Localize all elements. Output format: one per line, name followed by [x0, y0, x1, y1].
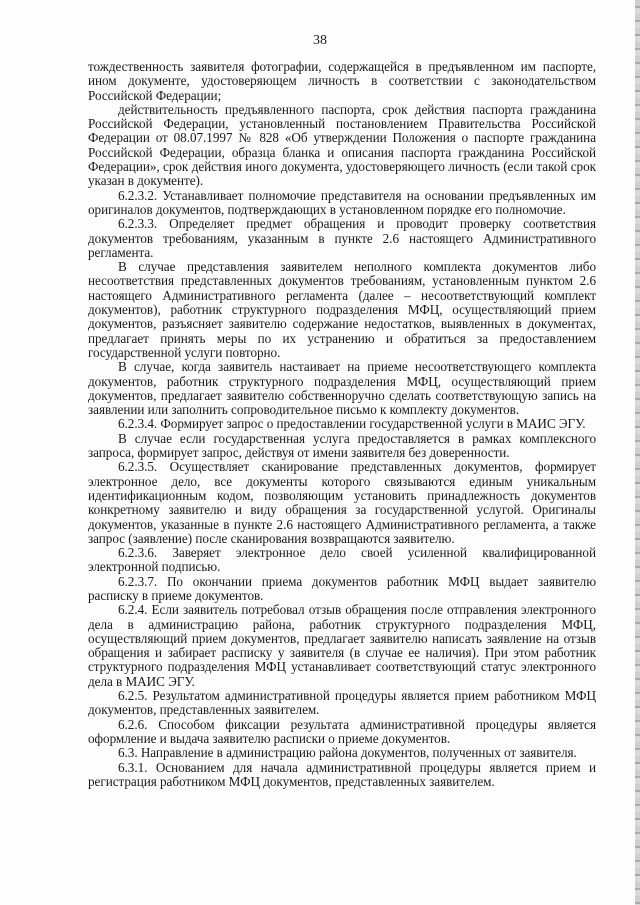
paragraph: 6.2.3.2. Устанавливает полномочие представителя на основании предъявленных им оригиналов документов, подтверждающих в установленном порядке его полномочие.	[88, 187, 596, 217]
paragraph: 6.2.4. Если заявитель потребовал отзыв обращения после отправления электронного дела в администрацию района, работник структурного подразделения МФЦ, осуществляющий прием документов, предлагает заявителю написать заявление на отзыв обращения и забирает расписку у заявителя (в случае ее наличия). При этом работник структурного подразделения МФЦ устанавливает соответствующий статус электронного дела в МАИС ЭГУ.	[88, 602, 596, 689]
paragraph: В случае если государственная услуга предоставляется в рамках комплексного запроса, формирует запрос, действуя от имени заявителя без доверенности.	[88, 430, 596, 461]
page-number: 38	[313, 33, 327, 48]
paragraph: 6.2.5. Результатом административной процедуры является прием работником МФЦ документов, представленных заявителем.	[88, 688, 596, 718]
paragraph: тождественность заявителя фотографии, содержащейся в предъявленном им паспорте, ином документе, удостоверяющем личность в соответствии с законодательством Российской Федерации;	[88, 59, 596, 103]
paragraph: В случае, когда заявитель настаивает на приеме несоответствующего комплекта документов, работник структурного подразделения МФЦ, осуществляющий прием документов, предлагает заявителю собственноручно сделать соответствующую запись на заявлении или заполнить сопроводительное письмо к комплекту документов.	[88, 359, 596, 418]
paragraph: 6.2.3.6. Заверяет электронное дело своей усиленной квалифицированной электронной подписью.	[88, 545, 596, 575]
paragraph: 6.2.3.5. Осуществляет сканирование представленных документов, формирует электронное дело, все документы которого связываются единым уникальным идентификационным кодом, позволяющим установить принадлежность документов конкретному заявителю и виду обращения за государственной услугой. Оригиналы документов, указанные в пункте 2.6 настоящего Административного регламента, а также запрос (заявление) после сканирования возвращаются заявителю.	[88, 459, 596, 546]
document-body	[88, 60, 596, 789]
paragraph: 6.3.1. Основанием для начала административной процедуры является прием и регистрация работником МФЦ документов, представленных заявителем.	[88, 759, 596, 789]
paragraph: действительность предъявленного паспорта, срок действия паспорта гражданина Российской Федерации, установленный постановлением Правительства Российской Федерации от 08.07.1997 № 828 «Об утверждении Положения о паспорте гражданина Российской Федерации, образца бланка и описания паспорта гражданина Российской Федерации», срок действия иного документа, удостоверяющего личность (если такой срок указан в документе).	[88, 101, 596, 189]
paragraph: 6.2.6. Способом фиксации результата административной процедуры является оформление и выдача заявителю расписки о приеме документов.	[88, 716, 596, 746]
paragraph: 6.2.3.7. По окончании приема документов работник МФЦ выдает заявителю расписку в приеме документов.	[88, 573, 596, 603]
page-edge	[635, 0, 640, 905]
paragraph: 6.2.3.3. Определяет предмет обращения и проводит проверку соответствия документов требованиям, указанным в пункте 2.6 настоящего Административного регламента.	[88, 216, 596, 260]
paragraph: 6.3. Направление в администрацию района документов, полученных от заявителя.	[118, 745, 577, 761]
paragraph: 6.2.3.4. Формирует запрос о предоставлении государственной услуги в МАИС ЭГУ.	[118, 416, 586, 432]
paragraph: В случае представления заявителем неполного комплекта документов либо несоответствия представленных документов требованиям, установленным пунктом 2.6 настоящего Административного регламента (далее – несоответствующий комплект документов), работник структурного подразделения МФЦ, осуществляющий прием документов, разъясняет заявителю содержание недостатков, выявленных в документах, предлагает принять меры по их устранению и обратиться за предоставлением государственной услуги повторно.	[88, 259, 596, 360]
